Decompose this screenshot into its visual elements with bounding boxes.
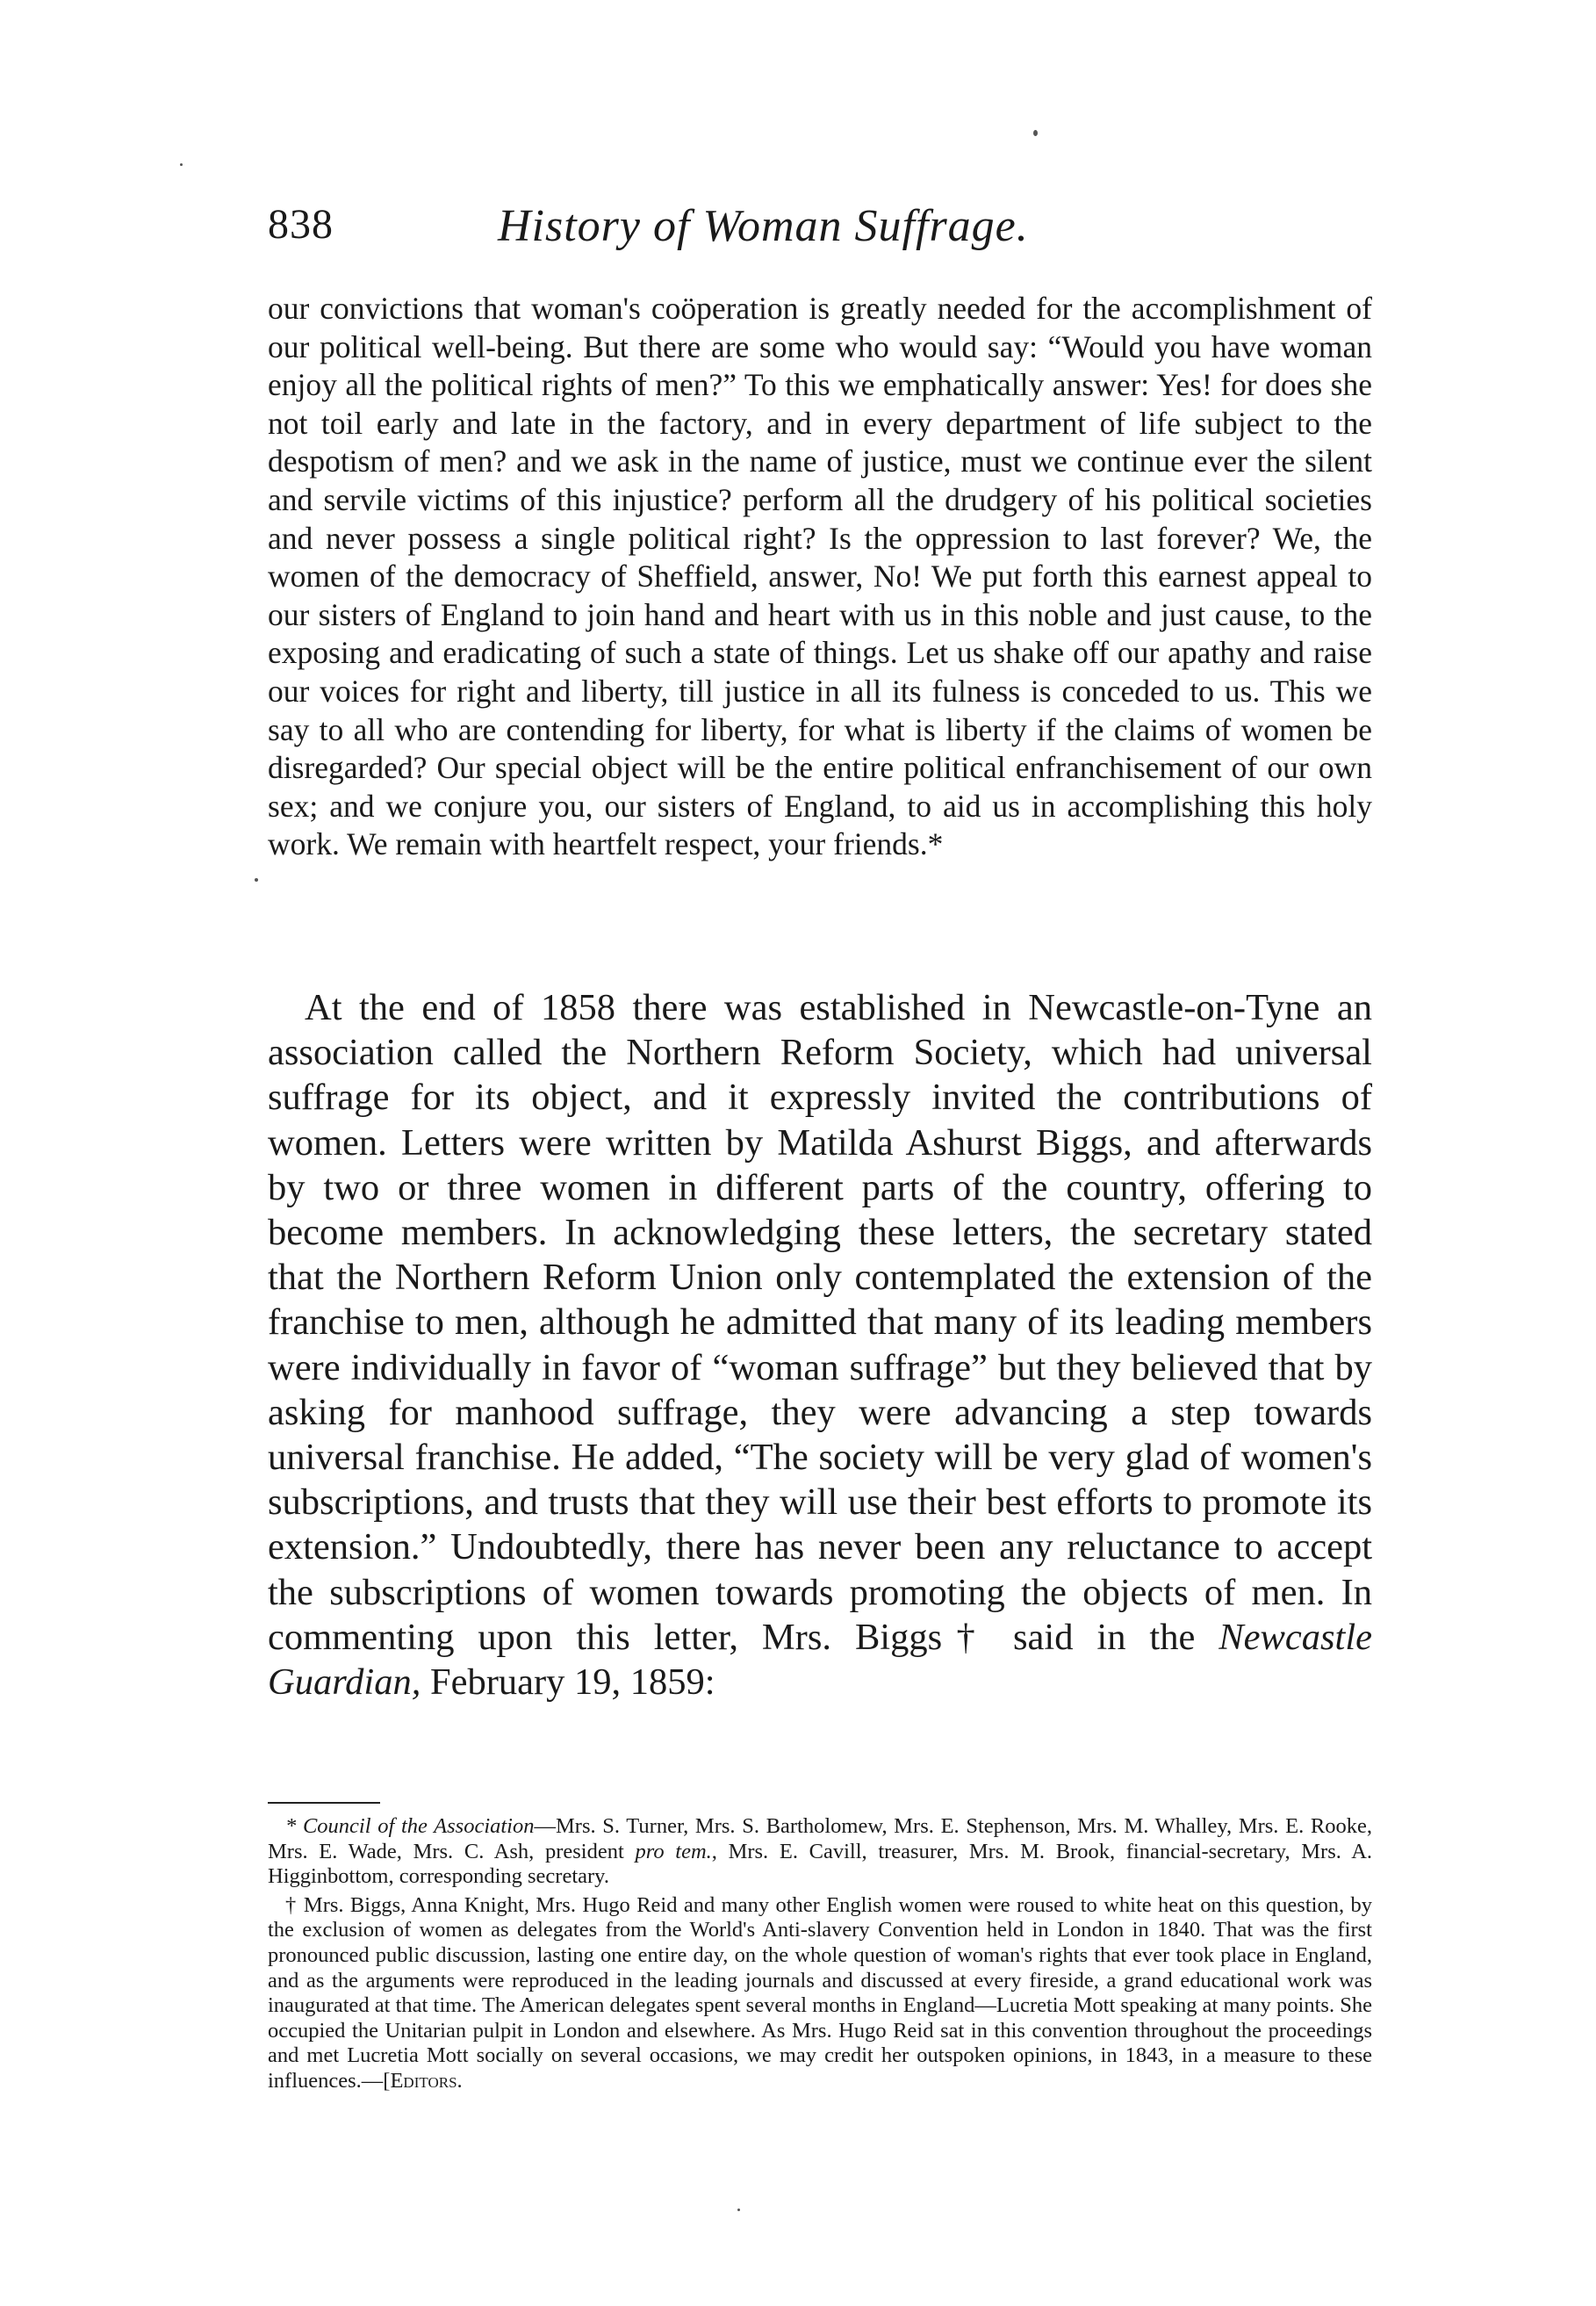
footnote-biggs [268,1893,1372,2094]
footnote-pro-tem: pro tem. [635,1839,712,1863]
footnote-biggs-text: † Mrs. Biggs, Anna Knight, Mrs. Hugo Reid and many other English women were roused to white heat on this question, by the exclusion of women as delegates from the World's Anti-slavery Convention held in London in 1840. That was the first pronounced public discussion, lasting one entire day, on the whole question of woman's rights that ever took place in England, and as the arguments were reproduced in the leading journals and discussed at every fireside, a grand educational work was inaugurated at that time. The American delegates spent several months in England—Lucretia Mott speaking at many points. She occupied the Unitarian pulpit in London and elsewhere. As Mrs. Hugo Reid sat in this convention throughout the proceedings and met Lucretia Mott socially on several occasions, we may credit her outspoken opinions, in 1843, in a measure to these influences.—[ [268,1892,1372,2093]
running-title: History of Woman Suffrage. [498,201,1029,251]
quoted-paragraph: our convictions that woman's coöperation is greatly needed for the accomplishment of our political well-being. But there are some who would say: “Would you have woman enjoy all the political rights of men?” To this we emphatically answer: Yes! for does she not toil early and late in the factory, and in every department of life subject to the despotism of men? and we ask in the name of justice, must we continue ever the silent and servile victims of this injustice? perform all the drudgery of his political societies and never possess a single political right? Is the oppression to last forever? We, the women of the democracy of Sheffield, answer, No! We put forth this earnest appeal to our sisters of England to join hand and heart with us in this noble and just cause, to the exposing and eradicating of such a state of things. Let us shake off our apathy and raise our voices for right and liberty, till justice in all its fulness is conceded to us. This we say to all who are contending for liberty, for what is liberty if the claims of women be disregarded? Our special object will be the entire political enfranchisement of our own sex; and we conjure you, our sisters of England, to aid us in accomplishing this holy work. We remain with heartfelt respect, your friends.* [268,291,1372,862]
footnote-council-rest: , Mrs. E. Cavill, treasurer, Mrs. M. Brook, financial-secretary, Mrs. A. Higginbottom, corresponding secretary. [268,1839,1373,1889]
newspaper-title: Newcastle Guardian, [268,1616,1372,1704]
scan-speck [1033,130,1038,136]
letter-date: February 19, 1859: [429,1661,715,1704]
scan-speck [255,878,258,882]
footnote-council-text: —Mrs. S. Turner, Mrs. S. Bartholomew, Mrs. E. Stephenson, Mrs. M. Whalley, Mrs. E. Rooke, Mrs. E. Wade, Mrs. C. Ash, president [268,1814,1372,1863]
footnote-council-lead: * Council of the Association [285,1814,535,1838]
footnotes [268,1814,1372,2098]
footnote-council [268,1814,1372,1890]
page-number: 838 [268,201,334,248]
scan-speck [737,2209,740,2211]
body-paragraph [268,985,1372,1704]
main-text [268,985,1372,1704]
footnote-rule [268,1802,380,1804]
footnote-editors: Editors. [390,2068,463,2093]
page-header [268,200,1233,270]
quoted-appeal [268,290,1372,864]
body-text: At the end of 1858 there was established in Newcastle-on-Tyne an association called the Northern Reform Society, which had universal suffrage for its object, and it expressly invited the contributions of women. Letters were written by Matilda Ashurst Biggs, and afterwards by two or three women in different parts of the country, offering to become members. In acknowledging these letters, the secretary stated that the Northern Reform Union only contemplated the extension of the franchise to men, although he admitted that many of its leading members were individually in favor of “woman suffrage” but they believed that by asking for manhood suffrage, they were advancing a step towards universal franchise. He added, “The society will be very glad of women's subscriptions, and trusts that they will use their best efforts to promote its extension.” Undoubtedly, there has never been any reluctance to accept the subscriptions of women towards promoting the objects of men. In commenting upon this letter, Mrs. Biggs† said in the [268,987,1372,1658]
scan-speck [180,163,183,166]
